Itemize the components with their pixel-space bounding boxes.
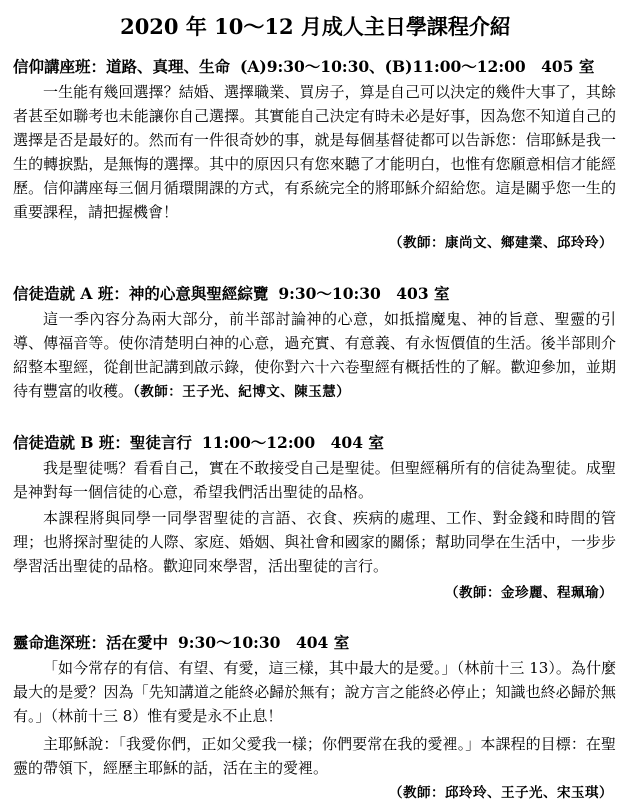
course-description: 我是聖徒嗎？看看自己，實在不敢接受自己是聖徒。但聖經稱所有的信徒為聖徒。成聖是神對每一個信徒的心意，希望我們活出聖徒的品格。 xyxy=(13,459,616,501)
course-schedule: 9:30～10:30 403 室 xyxy=(278,284,450,303)
course-description: 一生能有幾回選擇？結婚、選擇職業、買房子，算是自己可以決定的幾件大事了，其餘者甚至如聯考也未能讓你自己選擇。其實能自己決定有時未必是好事，因為您不知道自己的選擇是否是最好的。然而有一件很奇妙的事，就是每個基督徒都可以告訴您：信耶穌是我一生的轉捩點，是無悔的選擇。其中的原因只有您來聽了才能明白，也惟有您願意相信才能經歷。信仰講座每三個月循環開課的方式，有系統完全的將耶穌介紹給您。這是關乎您一生的重要課程，請把握機會！ xyxy=(13,83,616,221)
course-schedule: 11:00～12:00 404 室 xyxy=(201,433,384,452)
course-name: 信徒造就 A 班：神的心意與聖經綜覽 xyxy=(13,284,269,303)
course-description xyxy=(13,307,616,404)
course-teachers: （教師：康尚文、鄉建業、邱玲玲） xyxy=(389,235,613,251)
course-description: 「如今常存的有信、有望、有愛，這三樣，其中最大的是愛。」（林前十三 13）。為什麼最大的是愛？因為「先知講道之能終必歸於無有；說方言之能終必停止；知識也終必歸於無有。」（林前十三 8）惟有愛是永不止息！ xyxy=(13,659,616,725)
course-description: 主耶穌說：「我愛你們，正如父愛我一樣；你們要常在我的愛裡。」本課程的目標：在聖靈的帶領下，經歷主耶穌的話，活在主的愛裡。 xyxy=(13,735,616,777)
course-teachers: （教師：金珍麗、程珮瑜） xyxy=(445,585,613,601)
course-description: 本課程將與同學一同學習聖徒的言語、衣食、疾病的處理、工作、對金錢和時間的管理；也將探討聖徒的人際、家庭、婚姻、與社會和國家的關係；幫助同學在生活中，一步步學習活出聖徒的品格。歡迎同來學習，活出聖徒的言行。 xyxy=(13,509,616,575)
course-heading-spiritual-growth xyxy=(13,632,349,654)
course-name: 靈命進深班：活在愛中 xyxy=(13,633,169,652)
course-description-text: 這一季內容分為兩大部分，前半部討論神的心意，如抵擋魔鬼、神的旨意、聖靈的引導、傳福音等。使你清楚明白神的心意，過充實、有意義、有永恆價值的生活。後半部則介紹整本聖經，從創世記講到啟示錄，使你對六十六卷聖經有概括性的了解。歡迎參加，並期待有豐富的收穫。 xyxy=(13,310,616,400)
course-heading-discipleship-a xyxy=(13,283,450,305)
course-name: 信仰講座班：道路、真理、生命 xyxy=(13,57,231,76)
course-schedule: 9:30～10:30 404 室 xyxy=(178,633,350,652)
page-title: 2020 年 10～12 月成人主日學課程介紹 xyxy=(120,14,511,39)
course-name: 信徒造就 B 班：聖徒言行 xyxy=(13,433,192,452)
course-schedule: (A)9:30～10:30、(B)11:00～12:00 405 室 xyxy=(240,57,595,76)
course-teachers: （教師：邱玲玲、王子光、宋玉琪） xyxy=(389,785,613,801)
course-heading-discipleship-b xyxy=(13,432,384,454)
course-heading-faith-lecture xyxy=(13,56,594,78)
course-teachers: （教師：王子光、紀博文、陳玉慧） xyxy=(133,384,351,400)
